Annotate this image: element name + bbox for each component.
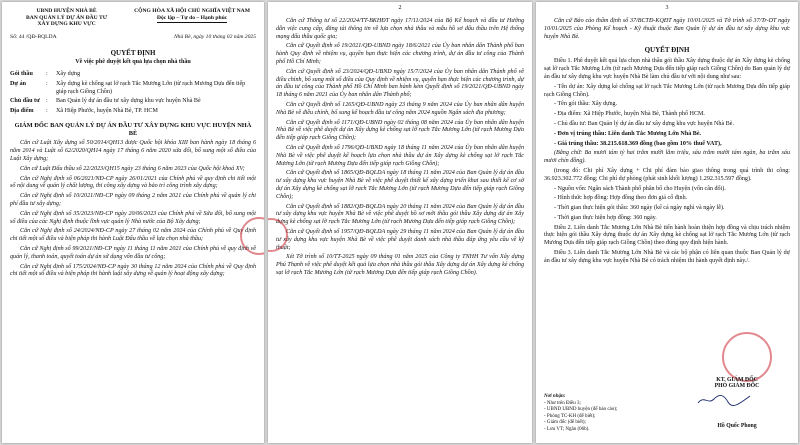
legal-basis-paragraph: Căn cứ Quyết định số 1865/QĐ-BQLDA ngày 18 tháng 11 năm 2024 của Ban Quản lý dự án đầu tư xây dựng khu vực huyện Nhà Bè về việc phê duyệt thiết kế xây dựng triển khai sau thiết kế cơ sở dự án Xây dựng kè chống sạt lở rạch Tắc Mương Lớn (từ rạch Mương Dựa đến tiếp giáp rạch Giồng Chồn); — [276, 170, 524, 200]
legal-basis-paragraph: Căn cứ Nghị định số 175/2024/NĐ-CP ngày 30 tháng 12 năm 2024 của Chính phủ về Quy định chi tiết một số điều và biện pháp thi hành luật xây dựng về quản lý hoạt động xây dựng; — [10, 263, 256, 278]
legal-basis-paragraph: Căn cứ Quyết định số 23/2024/QĐ-UBND ngày 15/7/2024 của Ủy ban nhân dân Thành phố về điều chỉnh, bổ sung một số điều của Quy định về nhiệm vụ, quyền hạn thực hiện các chương trình, dự án đầu tư công của Thành phố Hồ Chí Minh ban hành kèm Quyết định số 19/2021/QĐ-UBND ngày 18 tháng 6 năm 2021 của Ủy ban nhân dân Thành phố; — [276, 68, 524, 99]
article-item: - Tên gói thầu: Xây dựng. — [554, 101, 618, 108]
page-number: 2 — [398, 5, 402, 11]
article-1: Điều 1. Phê duyệt kết quả lựa chọn nhà thầu gói thầu Xây dựng thuộc dự án Xây dựng kè chống sạt lở rạch Tắc Mương Lớn (từ rạch Mương Dựa đến tiếp giáp rạch Giồng Chồn) do Ban quản lý dự án đầu tư xây dựng khu vực huyện Nhà Bè làm chủ đầu tư với nội dung như sau: — [544, 58, 790, 80]
document-page-2 — [268, 2, 532, 443]
field-location: Địa điểm : Xã Hiệp Phước, huyện Nhà Bè, TP. HCM — [10, 108, 256, 116]
legal-basis-paragraph: Căn cứ Quyết định số 1796/QĐ-UBND ngày 18 tháng 11 năm 2024 của Ủy ban nhân dân huyện Nhà Bè về việc phê duyệt kế hoạch lựa chọn nhà thầu dự án Xây dựng kè chống sạt lở rạch Tắc Mương Lớn (từ rạch Mương Dựa đến tiếp giáp rạch Giồng Chồn); — [276, 144, 524, 167]
decision-title: QUYẾT ĐỊNH — [110, 49, 156, 58]
field-value: Ban Quản lý dự án đầu tư xây dựng khu vực huyện Nhà Bè — [56, 98, 201, 105]
legal-basis-paragraph: Căn cứ Báo cáo thẩm định số 37/BCTĐ-KQĐT ngày 10/01/2025 và Tờ trình số 37/Tr-DT ngày 10/01/2025 của Phòng Kế hoạch - Kỹ thuật thuộc Ban Quản lý dự án đầu tư xây dựng khu vực huyện Nhà Bè. — [544, 18, 790, 40]
legal-basis-paragraph: Căn cứ Nghị định số 10/2021/NĐ-CP ngày 09 tháng 2 năm 2021 của Chính phủ về quản lý chi phí đầu tư xây dựng; — [10, 193, 256, 207]
reference-number: Số: 44 /QĐ-BQLDA — [10, 34, 57, 41]
signatory-title-2: PHÓ GIÁM ĐỐC — [714, 383, 760, 389]
article-item: - Thời gian thực hiện hợp đồng: 360 ngày. — [554, 214, 657, 221]
org-line-2: BAN QUẢN LÝ DỰ ÁN ĐẦU TƯ — [25, 14, 108, 21]
letterhead — [10, 8, 256, 28]
legal-basis-paragraph: Căn cứ Nghị định số 24/2024/NĐ-CP ngày 27 tháng 02 năm 2024 của Chính phủ về Quy định chi tiết một số điều và biện pháp thi hành Luật Đấu thầu về lựa chọn nhà thầu; — [10, 228, 256, 243]
legal-basis-paragraph: Căn cứ Quyết định số 1957/QĐ-BQLDA ngày 29 tháng 11 năm 2024 của Ban Quản lý dự án đầu tư xây dựng khu vực huyện Nhà Bè về việc phê duyệt danh sách nhà thầu đáp ứng yêu cầu về kỹ thuật; — [276, 228, 524, 251]
legal-basis-paragraph: Căn cứ Luật Đấu thầu số 22/2023/QH15 ngày 23 tháng 6 năm 2023 của Quốc hội khoá XV; — [20, 165, 245, 172]
field-value: Xã Hiệp Phước, huyện Nhà Bè, TP. HCM — [56, 108, 158, 115]
field-project: Dự án : Xây dựng kè chống sạt lở rạch Tắc Mương Lớn (từ rạch Mương Dựa đến tiếp giáp rạch Giồng Chồn) — [10, 81, 256, 97]
article-item: - Địa điểm: Xã Hiệp Phước, huyện Nhà Bè, Thành phố HCM. — [554, 111, 705, 118]
article-item: - Chủ đầu tư: Ban Quản lý dự án đầu tư xây dựng khu vực huyện Nhà Bè. — [554, 120, 734, 127]
org-line-3: XÂY DỰNG KHU VỰC — [37, 21, 96, 28]
article-2: Điều 2. Liên danh Tắc Mương Lớn Nhà Bè tiến hành hoàn thiện hợp đồng và chịu trách nhiệm thực hiện gói thầu Xây dựng thuộc dự án Xây dựng kè chống sạt lở rạch Tắc Mương Lớn (từ rạch Mương Dựa đến tiếp giáp rạch Giồng Chồn) theo đúng quy định hiện hành. — [544, 224, 790, 247]
article-item: - Tên dự án: Xây dựng kè chống sạt lở rạch Tắc Mương Lớn (từ rạch Mương Dựa đến tiếp giáp rạch Giồng Chồn). — [544, 83, 790, 98]
legal-basis-paragraph: Căn cứ Nghị định số 06/2021/NĐ-CP ngày 26/01/2021 của Chính phủ về quy định chi tiết một số nội dung về quản lý chất lượng, thi công xây dựng và bảo trì công trình xây dựng; — [10, 175, 256, 190]
recipient: - Lưu VT; Ngân (06b). — [544, 426, 590, 432]
article-item-winner: - Đơn vị trúng thầu: Liên danh Tắc Mương Lớn Nhà Bè. — [554, 130, 702, 137]
recipient: - Như trên Điều 3; — [544, 400, 581, 406]
recipients-list — [544, 394, 617, 433]
org-line-1: UBND HUYỆN NHÀ BÈ — [36, 8, 97, 14]
field-investor: Chủ đầu tư : Ban Quản lý dự án đầu tư xây dựng khu vực huyện Nhà Bè — [10, 98, 256, 106]
signatory-title-1: KT. GIÁM ĐỐC — [716, 377, 758, 383]
signatory-name: Hồ Quốc Phong — [717, 423, 757, 429]
field-label: Gói thầu — [10, 71, 33, 78]
legal-basis-paragraph: Căn cứ Quyết định số 19/2021/QĐ-UBND ngày 18/6/2021 của Ủy ban nhân dân Thành phố ban hành Quy định về nhiệm vụ, quyền hạn thực hiện các chương trình, dự án đầu tư công của Thành phố Hồ Chí Minh; — [276, 43, 524, 65]
page-number: 3 — [665, 5, 669, 11]
field-label: Địa điểm — [10, 108, 34, 115]
legal-basis-paragraph: Xét Tờ trình số 10/TT-2025 ngày 09 tháng 01 năm 2025 của Công ty TNHH Tư vấn Xây dựng Phú Thạnh về việc phê duyệt kết quả lựa chọn nhà thầu gói thầu Xây dựng dự án Xây dựng kè chống sạt lở rạch Tắc Mương Lớn (từ rạch Mương Dựa đến tiếp giáp rạch Giồng Chồn). — [276, 254, 524, 276]
legal-basis-paragraph: Căn cứ Nghị định số 99/2021/NĐ-CP ngày 11 tháng 11 năm 2021 của Chính phủ về quy định về quản lý, thanh toán, quyết toán dự án sử dụng vốn đầu tư công; — [10, 245, 256, 260]
country-line-2: Độc lập – Tự do – Hạnh phúc — [157, 15, 227, 24]
legal-basis-paragraph: Căn cứ Quyết định số 1265/QĐ-UBND ngày 23 tháng 9 năm 2024 của Ủy ban nhân dân huyện Nhà Bè về điều chỉnh, bổ sung kế hoạch đầu tư công năm 2024 nguồn Ngân sách địa phương; — [276, 101, 524, 116]
issue-date: Nhà Bè, ngày 10 tháng 02 năm 2025 — [173, 34, 256, 41]
document-page-3 — [536, 2, 798, 443]
signature-block — [692, 377, 782, 429]
recipient: - Giám đốc (để biết); — [544, 420, 586, 425]
legal-basis-paragraph: Căn cứ Luật Xây dựng số 50/2014/QH13 được Quốc hội khóa XIII ban hành ngày 18 tháng 6 năm 2014 và Luật số 62/2020/QH14 ngày 17 tháng 6 năm 2020 sửa đổi, bổ sung một số điều của Luật Xây dựng; — [10, 140, 256, 162]
legal-basis-paragraph: Căn cứ Nghị định số 35/2023/NĐ-CP ngày 20/06/2023 của Chính phủ về Sửa đổi, bổ sung một số điều của các Nghị định thuộc lĩnh vực quản lý Nhà nước của Bộ Xây dựng; — [10, 210, 256, 225]
document-page-1 — [2, 2, 264, 443]
field-package: Gói thầu : Xây dựng — [10, 71, 256, 79]
article-item: (trong đó: Chi phí Xây dựng + Chi phí đảm bảo giao thông trong quá trình thi công: 36.923.302.772 đồng; Chi phí dự phòng (phát sinh khối lượng) 1.292.315.597 đồng). — [544, 167, 790, 182]
legal-basis-paragraph: Căn cứ Quyết định số 1882/QĐ-BQLDA ngày 20 tháng 11 năm 2024 của Ban Quản lý dự án đầu tư xây dựng khu vực huyện Nhà Bè về việc phê duyệt hồ sơ mời thầu gói thầu Xây dựng dự án Xây dựng kè chống sạt lở rạch Tắc Mương Lớn (từ rạch Mương Dựa đến tiếp giáp rạch Giồng Chồn); — [276, 203, 524, 226]
legal-basis-paragraph: Căn cứ Quyết định số 1171/QĐ-UBND ngày 02 tháng 08 năm 2024 của Ủy ban nhân dân huyện Nhà Bè về việc phê duyệt dự án Xây dựng kè chống sạt lở rạch Tắc Mương Lớn (từ rạch Mương Dựa đến tiếp giáp rạch Giồng Chồn); — [276, 119, 524, 142]
official-seal-stamp — [722, 332, 772, 382]
field-label: Dự án — [10, 80, 27, 87]
field-value: Xây dựng kè chống sạt lở rạch Tắc Mương Lớn (từ rạch Mương Dựa đến tiếp giáp rạch Giồng Chồn) — [56, 80, 246, 95]
article-item: - Thời gian thực hiện gói thầu: 360 ngày (kể cả ngày nghỉ và ngày lễ). — [554, 205, 725, 212]
decision-subtitle: Về việc phê duyệt kết quả lựa chọn nhà thầu — [75, 59, 191, 66]
project-fields — [10, 71, 256, 116]
article-item: - Nguồn vốn: Ngân sách Thành phố phân bổ cho Huyện (vốn cân đối). — [554, 185, 726, 192]
field-label: Chủ đầu tư — [10, 98, 40, 105]
decision-title: QUYẾT ĐỊNH — [644, 46, 690, 55]
article-item-price: - Giá trúng thầu: 38.215.618.369 đồng (bao gồm 10% thuế VAT), — [554, 140, 722, 147]
article-item: (Bằng chữ: Ba mươi tám tỷ hai trăm mười lăm triệu, sáu trăm mười tám ngàn, ba trăm sáu mươi chín đồng). — [544, 150, 790, 165]
article-item: - Hình thức hợp đồng: Hợp đồng theo đơn giá cố định. — [554, 195, 688, 202]
legal-basis-paragraph: Căn cứ Thông tư số 22/2024/TT-BKHĐT ngày 17/11/2024 của Bộ Kế hoạch và đầu tư Hướng dẫn việc cung cấp, đăng tải thông tin về lựa chọn nhà thầu và mẫu hồ sơ đấu thầu trên Hệ thống mạng đấu thầu quốc gia; — [276, 18, 524, 40]
country-line-1: CỘNG HÒA XÃ HỘI CHỦ NGHĨA VIỆT NAM — [134, 8, 250, 14]
recipients-heading: Nơi nhận: — [544, 394, 566, 399]
article-3: Điều 3. Liên danh Tắc Mương Lớn Nhà Bè và các bộ phận có liên quan thuộc Ban Quản lý dự án đầu tư xây dựng khu vực huyện Nhà Bè có trách nhiệm thi hành quyết định này./. — [544, 250, 790, 264]
recipient: - Phòng TC-KH (để biết); — [544, 413, 596, 419]
authority-heading: GIÁM ĐỐC BAN QUẢN LÝ DỰ ÁN ĐẦU TƯ XÂY DỰNG KHU VỰC HUYỆN NHÀ BÈ — [14, 122, 252, 138]
field-value: Xây dựng — [56, 71, 81, 78]
recipient: - UBND UBND huyện (để báo cáo); — [544, 407, 618, 412]
